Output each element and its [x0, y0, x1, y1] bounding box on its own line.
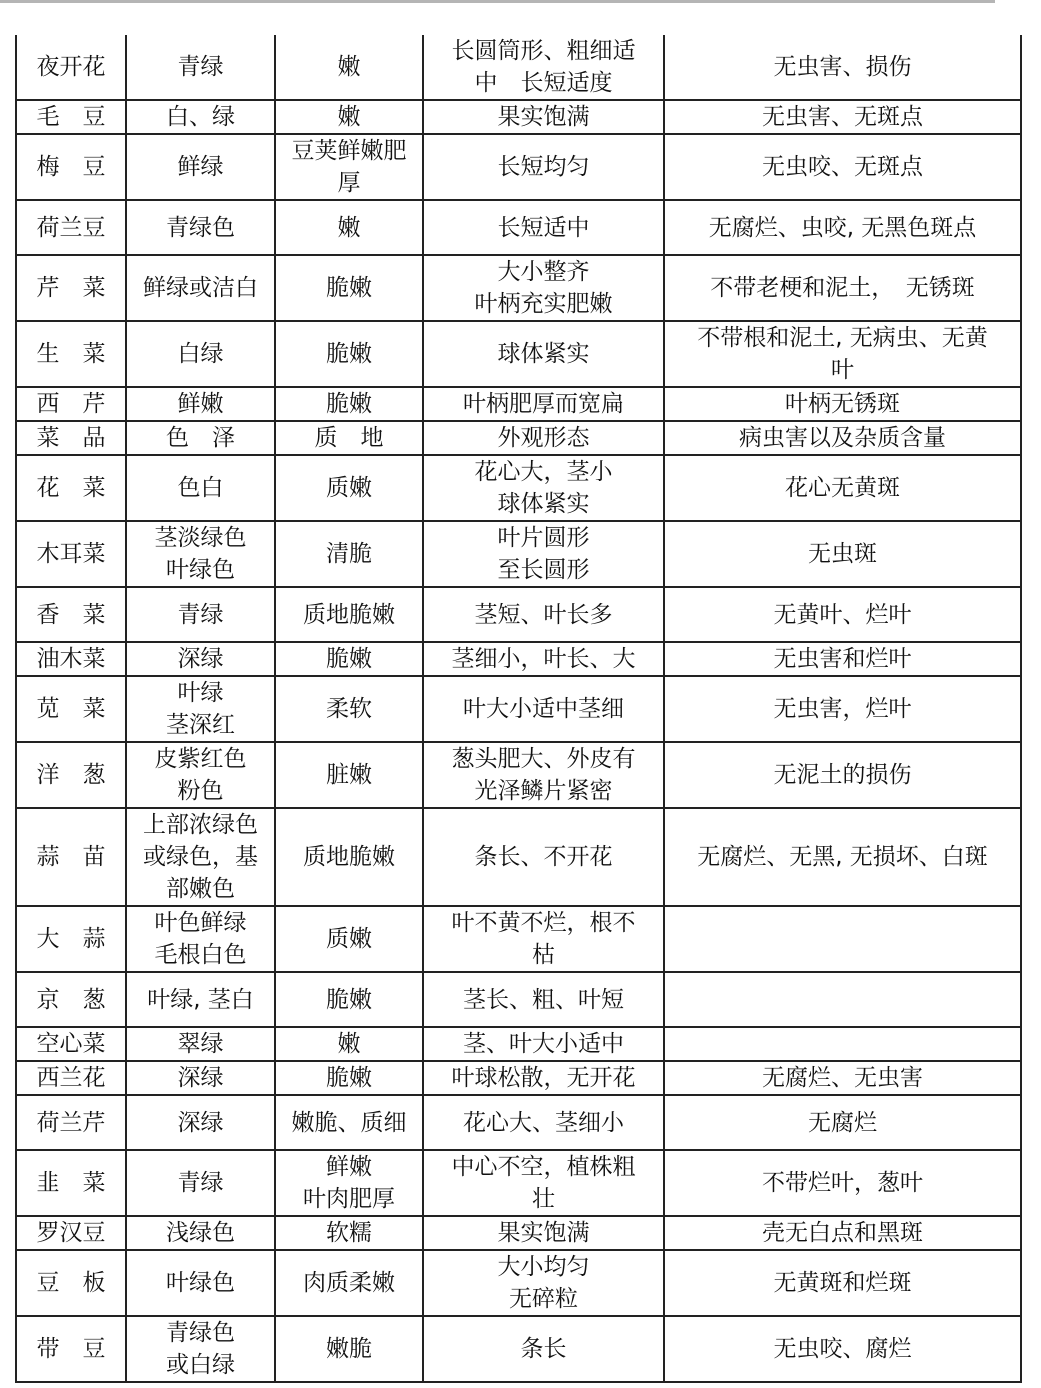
cell-color: 叶绿 茎深红 — [126, 676, 275, 742]
cell-vegetable-name: 苋 菜 — [16, 676, 126, 742]
cell-vegetable-name: 豆 板 — [16, 1250, 126, 1316]
cell-texture: 嫩 — [275, 100, 423, 134]
cell-vegetable-name: 洋 葱 — [16, 742, 126, 808]
cell-vegetable-name: 生 菜 — [16, 321, 126, 387]
cell-color: 鲜绿或洁白 — [126, 255, 275, 321]
cell-defects: 无黄斑和烂斑 — [664, 1250, 1021, 1316]
cell-appearance: 茎长、粗、叶短 — [423, 972, 664, 1027]
cell-texture: 脆嫩 — [275, 642, 423, 676]
cell-defects: 无泥土的损伤 — [664, 742, 1021, 808]
cell-defects: 不带烂叶，葱叶 — [664, 1150, 1021, 1216]
cell-vegetable-name: 花 菜 — [16, 455, 126, 521]
table-row — [16, 255, 1021, 321]
table-row — [16, 35, 1021, 100]
cell-texture: 嫩 — [275, 35, 423, 100]
cell-color: 深绿 — [126, 1095, 275, 1150]
cell-vegetable-name: 带 豆 — [16, 1316, 126, 1382]
table-row — [16, 1150, 1021, 1216]
cell-color: 叶绿, 茎白 — [126, 972, 275, 1027]
table-row — [16, 587, 1021, 642]
table-row — [16, 676, 1021, 742]
table-row — [16, 200, 1021, 255]
table-row — [16, 1027, 1021, 1061]
cell-color: 翠绿 — [126, 1027, 275, 1061]
cell-appearance: 长短均匀 — [423, 134, 664, 200]
cell-appearance: 茎、叶大小适中 — [423, 1027, 664, 1061]
cell-texture: 嫩 — [275, 200, 423, 255]
table-row — [16, 808, 1021, 906]
cell-appearance: 叶大小适中茎细 — [423, 676, 664, 742]
cell-color: 鲜绿 — [126, 134, 275, 200]
table-row — [16, 642, 1021, 676]
cell-color: 叶色鲜绿 毛根白色 — [126, 906, 275, 972]
cell-vegetable-name: 毛 豆 — [16, 100, 126, 134]
cell-color: 白、绿 — [126, 100, 275, 134]
cell-appearance: 茎短、叶长多 — [423, 587, 664, 642]
cell-defects: 无腐烂、无黑, 无损坏、白斑 — [664, 808, 1021, 906]
table-row — [16, 1095, 1021, 1150]
cell-defects: 无腐烂 — [664, 1095, 1021, 1150]
cell-vegetable-name: 空心菜 — [16, 1027, 126, 1061]
cell-appearance: 条长 — [423, 1316, 664, 1382]
cell-appearance: 大小均匀 无碎粒 — [423, 1250, 664, 1316]
cell-defects: 不带老梗和泥土， 无锈斑 — [664, 255, 1021, 321]
cell-defects: 无虫咬、无斑点 — [664, 134, 1021, 200]
cell-texture: 质地脆嫩 — [275, 587, 423, 642]
table-row — [16, 455, 1021, 521]
cell-defects: 无虫害和烂叶 — [664, 642, 1021, 676]
cell-defects — [664, 972, 1021, 1027]
cell-appearance: 外观形态 — [423, 421, 664, 455]
cell-color: 深绿 — [126, 1061, 275, 1095]
cell-texture: 脆嫩 — [275, 321, 423, 387]
cell-texture: 鲜嫩 叶肉肥厚 — [275, 1150, 423, 1216]
cell-color: 青绿色 或白绿 — [126, 1316, 275, 1382]
cell-vegetable-name: 蒜 苗 — [16, 808, 126, 906]
cell-defects: 不带根和泥土, 无病虫、无黄 叶 — [664, 321, 1021, 387]
cell-appearance: 中心不空，植株粗 壮 — [423, 1150, 664, 1216]
cell-defects: 叶柄无锈斑 — [664, 387, 1021, 421]
table-row — [16, 742, 1021, 808]
table-row — [16, 1316, 1021, 1382]
table-row — [16, 421, 1021, 455]
cell-color: 茎淡绿色 叶绿色 — [126, 521, 275, 587]
cell-defects — [664, 906, 1021, 972]
cell-texture: 脆嫩 — [275, 1061, 423, 1095]
cell-vegetable-name: 荷兰芹 — [16, 1095, 126, 1150]
cell-texture: 质嫩 — [275, 455, 423, 521]
cell-texture: 豆荚鲜嫩肥 厚 — [275, 134, 423, 200]
table-row — [16, 1216, 1021, 1250]
cell-vegetable-name: 韭 菜 — [16, 1150, 126, 1216]
cell-appearance: 长短适中 — [423, 200, 664, 255]
cell-color: 上部浓绿色 或绿色，基 部嫩色 — [126, 808, 275, 906]
cell-color: 白绿 — [126, 321, 275, 387]
cell-vegetable-name: 西 芹 — [16, 387, 126, 421]
cell-texture: 清脆 — [275, 521, 423, 587]
cell-defects: 无虫害、损伤 — [664, 35, 1021, 100]
cell-defects: 无虫咬、腐烂 — [664, 1316, 1021, 1382]
table-row — [16, 134, 1021, 200]
cell-appearance: 条长、不开花 — [423, 808, 664, 906]
cell-appearance: 花心大，茎小 球体紧实 — [423, 455, 664, 521]
cell-texture: 质嫩 — [275, 906, 423, 972]
cell-vegetable-name: 罗汉豆 — [16, 1216, 126, 1250]
cell-vegetable-name: 菜 品 — [16, 421, 126, 455]
cell-appearance: 花心大、茎细小 — [423, 1095, 664, 1150]
cell-texture: 脏嫩 — [275, 742, 423, 808]
cell-vegetable-name: 芹 菜 — [16, 255, 126, 321]
cell-color: 浅绿色 — [126, 1216, 275, 1250]
cell-defects: 花心无黄斑 — [664, 455, 1021, 521]
table-row — [16, 972, 1021, 1027]
cell-texture: 软糯 — [275, 1216, 423, 1250]
cell-color: 深绿 — [126, 642, 275, 676]
cell-vegetable-name: 荷兰豆 — [16, 200, 126, 255]
table-row — [16, 521, 1021, 587]
cell-vegetable-name: 夜开花 — [16, 35, 126, 100]
cell-vegetable-name: 木耳菜 — [16, 521, 126, 587]
cell-color: 青绿 — [126, 587, 275, 642]
cell-vegetable-name: 西兰花 — [16, 1061, 126, 1095]
cell-vegetable-name: 大 蒜 — [16, 906, 126, 972]
cell-vegetable-name: 京 葱 — [16, 972, 126, 1027]
cell-texture: 脆嫩 — [275, 972, 423, 1027]
cell-color: 皮紫红色 粉色 — [126, 742, 275, 808]
cell-color: 青绿色 — [126, 200, 275, 255]
cell-color: 青绿 — [126, 1150, 275, 1216]
cell-color: 色 泽 — [126, 421, 275, 455]
cell-defects: 无虫害、无斑点 — [664, 100, 1021, 134]
cell-texture: 质 地 — [275, 421, 423, 455]
cell-color: 叶绿色 — [126, 1250, 275, 1316]
cell-texture: 肉质柔嫩 — [275, 1250, 423, 1316]
table-row — [16, 387, 1021, 421]
cell-texture: 脆嫩 — [275, 387, 423, 421]
top-divider — [0, 0, 995, 3]
cell-texture: 质地脆嫩 — [275, 808, 423, 906]
cell-appearance: 叶片圆形 至长圆形 — [423, 521, 664, 587]
cell-color: 青绿 — [126, 35, 275, 100]
cell-texture: 脆嫩 — [275, 255, 423, 321]
table-row — [16, 321, 1021, 387]
vegetable-quality-table — [15, 35, 1022, 1383]
table-row — [16, 1250, 1021, 1316]
cell-texture: 嫩脆、质细 — [275, 1095, 423, 1150]
cell-defects: 无腐烂、无虫害 — [664, 1061, 1021, 1095]
cell-defects — [664, 1027, 1021, 1061]
table-row — [16, 906, 1021, 972]
table-row — [16, 100, 1021, 134]
cell-appearance: 果实饱满 — [423, 100, 664, 134]
cell-color: 鲜嫩 — [126, 387, 275, 421]
cell-vegetable-name: 油木菜 — [16, 642, 126, 676]
cell-appearance: 大小整齐 叶柄充实肥嫩 — [423, 255, 664, 321]
cell-color: 色白 — [126, 455, 275, 521]
cell-vegetable-name: 梅 豆 — [16, 134, 126, 200]
cell-vegetable-name: 香 菜 — [16, 587, 126, 642]
cell-defects: 壳无白点和黑斑 — [664, 1216, 1021, 1250]
cell-defects: 无腐烂、虫咬, 无黑色斑点 — [664, 200, 1021, 255]
cell-defects: 无虫斑 — [664, 521, 1021, 587]
cell-defects: 无黄叶、烂叶 — [664, 587, 1021, 642]
cell-appearance: 果实饱满 — [423, 1216, 664, 1250]
cell-appearance: 长圆筒形、粗细适 中 长短适度 — [423, 35, 664, 100]
cell-texture: 嫩 — [275, 1027, 423, 1061]
cell-appearance: 葱头肥大、外皮有 光泽鳞片紧密 — [423, 742, 664, 808]
table-row — [16, 1061, 1021, 1095]
cell-texture: 柔软 — [275, 676, 423, 742]
cell-defects: 病虫害以及杂质含量 — [664, 421, 1021, 455]
cell-appearance: 茎细小，叶长、大 — [423, 642, 664, 676]
cell-appearance: 叶柄肥厚而宽扁 — [423, 387, 664, 421]
cell-appearance: 叶球松散，无开花 — [423, 1061, 664, 1095]
cell-appearance: 叶不黄不烂，根不 枯 — [423, 906, 664, 972]
cell-appearance: 球体紧实 — [423, 321, 664, 387]
cell-defects: 无虫害，烂叶 — [664, 676, 1021, 742]
cell-texture: 嫩脆 — [275, 1316, 423, 1382]
